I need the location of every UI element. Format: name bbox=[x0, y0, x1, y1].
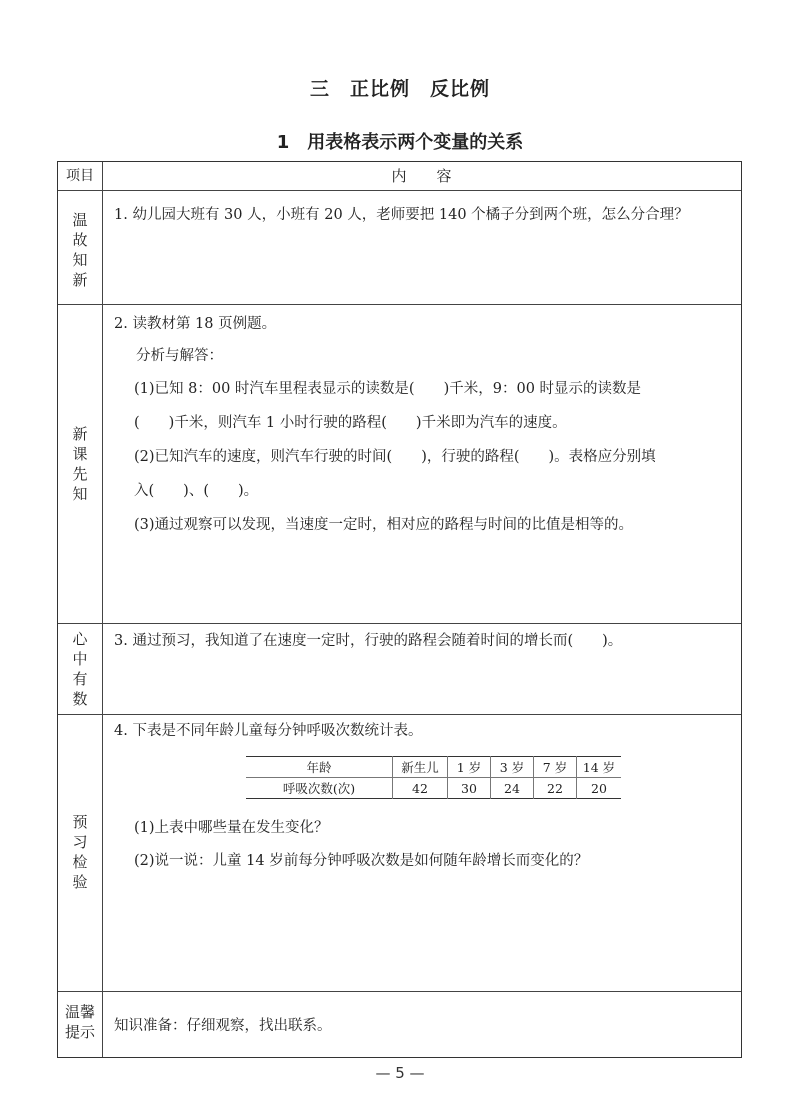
question-3: 3. 通过预习，我知道了在速度一定时，行驶的路程会随着时间的增长而( )。 bbox=[114, 633, 623, 649]
section-label-review: 温 故 知 新 bbox=[72, 211, 88, 289]
section-label-preview: 新 课 先 知 bbox=[72, 425, 88, 503]
row-divider bbox=[58, 190, 741, 191]
question-2: 2. 读教材第 18 页例题。 bbox=[114, 316, 277, 332]
table-cell: 14 岁 bbox=[577, 757, 622, 778]
page-number: — 5 — bbox=[375, 1064, 425, 1082]
table-cell: 42 bbox=[393, 778, 448, 799]
question-4: 4. 下表是不同年龄儿童每分钟呼吸次数统计表。 bbox=[114, 723, 423, 739]
section-label-mind: 心 中 有 数 bbox=[72, 630, 88, 708]
question-2-part-2b: 入( )、( )。 bbox=[134, 483, 259, 499]
header-content: 内容 bbox=[391, 167, 482, 185]
tip-text: 知识准备：仔细观察，找出联系。 bbox=[114, 1018, 332, 1034]
table-cell: 24 bbox=[491, 778, 534, 799]
lesson-title: 1 用表格表示两个变量的关系 bbox=[276, 132, 524, 153]
worksheet-table bbox=[57, 161, 742, 1058]
question-1: 1. 幼儿园大班有 30 人，小班有 20 人，老师要把 140 个橘子分到两个班，怎么分合理？ bbox=[114, 207, 689, 223]
chapter-title: 三 正比例 反比例 bbox=[309, 78, 490, 100]
question-2-part-3: (3)通过观察可以发现，当速度一定时，相对应的路程与时间的比值是相等的。 bbox=[134, 517, 634, 533]
question-2-part-1b: ( )千米，则汽车 1 小时行驶的路程( )千米即为汽车的速度。 bbox=[134, 415, 567, 431]
row-divider bbox=[58, 304, 741, 305]
table-row bbox=[246, 757, 621, 778]
column-divider bbox=[102, 162, 103, 1057]
table-cell: 1 岁 bbox=[448, 757, 491, 778]
question-4-part-1: (1)上表中哪些量在发生变化？ bbox=[134, 820, 329, 836]
table-cell: 7 岁 bbox=[534, 757, 577, 778]
analysis-heading: 分析与解答： bbox=[136, 348, 223, 364]
header-item: 项目 bbox=[66, 168, 94, 184]
row-divider bbox=[58, 991, 741, 992]
row-divider bbox=[58, 623, 741, 624]
table-cell: 30 bbox=[448, 778, 491, 799]
question-2-part-2a: (2)已知汽车的速度，则汽车行驶的时间( )，行驶的路程( )。表格应分别填 bbox=[134, 449, 656, 465]
question-2-part-1a: (1)已知 8：00 时汽车里程表显示的读数是( )千米，9：00 时显示的读数是 bbox=[134, 381, 642, 397]
section-label-check: 预 习 检 验 bbox=[72, 813, 88, 891]
question-4-part-2: (2)说一说：儿童 14 岁前每分钟呼吸次数是如何随年龄增长而变化的？ bbox=[134, 853, 589, 869]
table-cell: 新生儿 bbox=[393, 757, 448, 778]
section-label-tip: 温馨 提示 bbox=[64, 1003, 95, 1041]
table-cell: 3 岁 bbox=[491, 757, 534, 778]
row-divider bbox=[58, 714, 741, 715]
table-cell: 年龄 bbox=[246, 757, 393, 778]
breathing-rate-table bbox=[246, 756, 621, 799]
table-cell: 20 bbox=[577, 778, 622, 799]
table-row bbox=[246, 778, 621, 799]
table-cell: 22 bbox=[534, 778, 577, 799]
table-cell: 呼吸次数(次) bbox=[246, 778, 393, 799]
